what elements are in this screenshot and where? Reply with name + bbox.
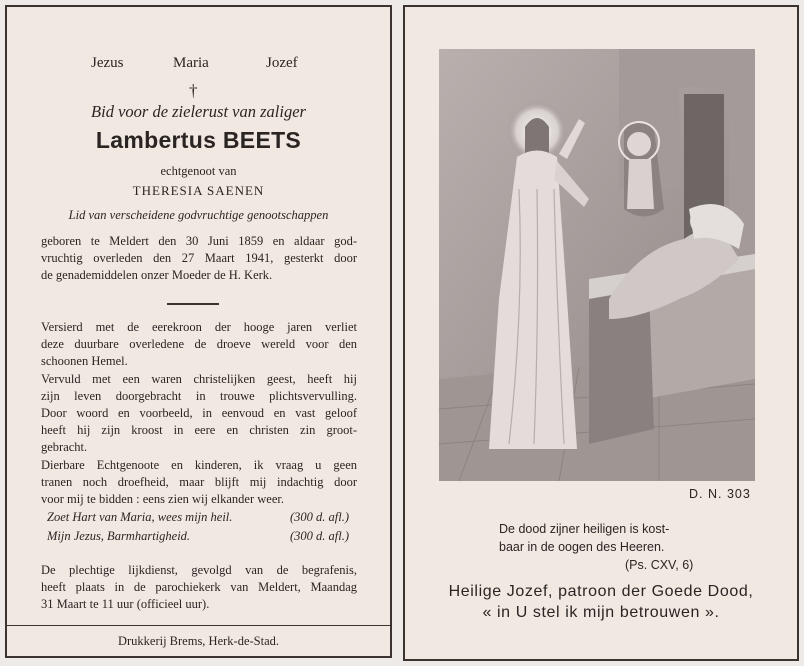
bio-line: vruchtig overleden den 27 Maart 1941, gesterkt door bbox=[41, 251, 357, 265]
funeral-line: 31 Maart te 11 uur (officieel uur). bbox=[41, 597, 210, 611]
illustration-graphic bbox=[439, 49, 755, 481]
prayer-line: Bid voor de zielerust van zaliger bbox=[91, 102, 306, 121]
printer-line: Drukkerij Brems, Herk-de-Stad. bbox=[117, 634, 280, 648]
name-jozef: Jozef bbox=[266, 55, 298, 71]
bio-line: geboren te Meldert den 30 Juni 1859 en aldaar god- bbox=[41, 234, 357, 248]
memorial-card-image-side bbox=[403, 5, 799, 661]
paragraph-line: gebracht. bbox=[41, 440, 88, 454]
spouse-label: echtgenoot van bbox=[160, 164, 237, 178]
indulgence-note: (300 d. afl.) bbox=[290, 510, 350, 524]
death-of-saint-joseph-illustration bbox=[439, 49, 755, 481]
funeral-line: heeft plaats in de parochiekerk van Meldert, Maandag bbox=[41, 580, 357, 594]
footer-rule bbox=[7, 625, 390, 626]
membership-line: Lid van verscheidene godvruchtige genootschappen bbox=[68, 208, 329, 222]
paragraph-line: deze duurbare overledene de droeve wereld voor den bbox=[41, 337, 357, 351]
paragraph-line: Versierd met de eerekroon der hooge jaren verliet bbox=[41, 320, 357, 334]
divider bbox=[167, 303, 219, 305]
funeral-line: De plechtige lijkdienst, gevolgd van de begrafenis, bbox=[41, 563, 357, 577]
bio-line: de genademiddelen onzer Moeder de H. Kerk. bbox=[41, 268, 273, 282]
name-jezus: Jezus bbox=[91, 55, 124, 71]
paragraph-line: voor mij te bidden : eens zien wij elkander weer. bbox=[41, 492, 284, 506]
name-maria: Maria bbox=[173, 55, 209, 71]
image-reference-number: D. N. 303 bbox=[689, 487, 751, 501]
memorial-card-text-side bbox=[5, 5, 392, 658]
indulgence-note: (300 d. afl.) bbox=[290, 529, 350, 543]
scripture-quote-line: De dood zijner heiligen is kost- bbox=[499, 522, 670, 536]
paragraph-line: schoonen Hemel. bbox=[41, 354, 128, 368]
deceased-name: Lambertus BEETS bbox=[95, 127, 302, 153]
invocation-line: Heilige Jozef, patroon der Goede Dood, bbox=[448, 583, 754, 600]
scripture-quote-line: baar in de oogen des Heeren. bbox=[499, 540, 665, 554]
paragraph-line: Vervuld met een waren christelijken geest, heeft hij bbox=[41, 372, 357, 386]
indulgence-prayer: Zoet Hart van Maria, wees mijn heil. bbox=[47, 510, 233, 524]
paragraph-line: Door woord en voorbeeld, in eenvoud en vast geloof bbox=[41, 406, 357, 420]
cross-icon: † bbox=[189, 81, 198, 100]
indulgence-prayer: Mijn Jezus, Barmhartigheid. bbox=[47, 529, 191, 543]
paragraph-line: Dierbare Echtgenoote en kinderen, ik vraag u geen bbox=[41, 458, 357, 472]
paragraph-line: tranen noch droefheid, maar blijft mij indachtig door bbox=[41, 475, 357, 489]
invocation-line: « in U stel ik mijn betrouwen ». bbox=[482, 604, 720, 621]
scripture-reference: (Ps. CXV, 6) bbox=[625, 558, 694, 572]
spouse-name: THERESIA SAENEN bbox=[132, 183, 265, 198]
paragraph-line: heeft hij zijn kroost in eere en christen zin groot- bbox=[41, 423, 357, 437]
paragraph-line: zijn leven doorgebracht in trouwe plichtsvervulling. bbox=[41, 389, 357, 403]
